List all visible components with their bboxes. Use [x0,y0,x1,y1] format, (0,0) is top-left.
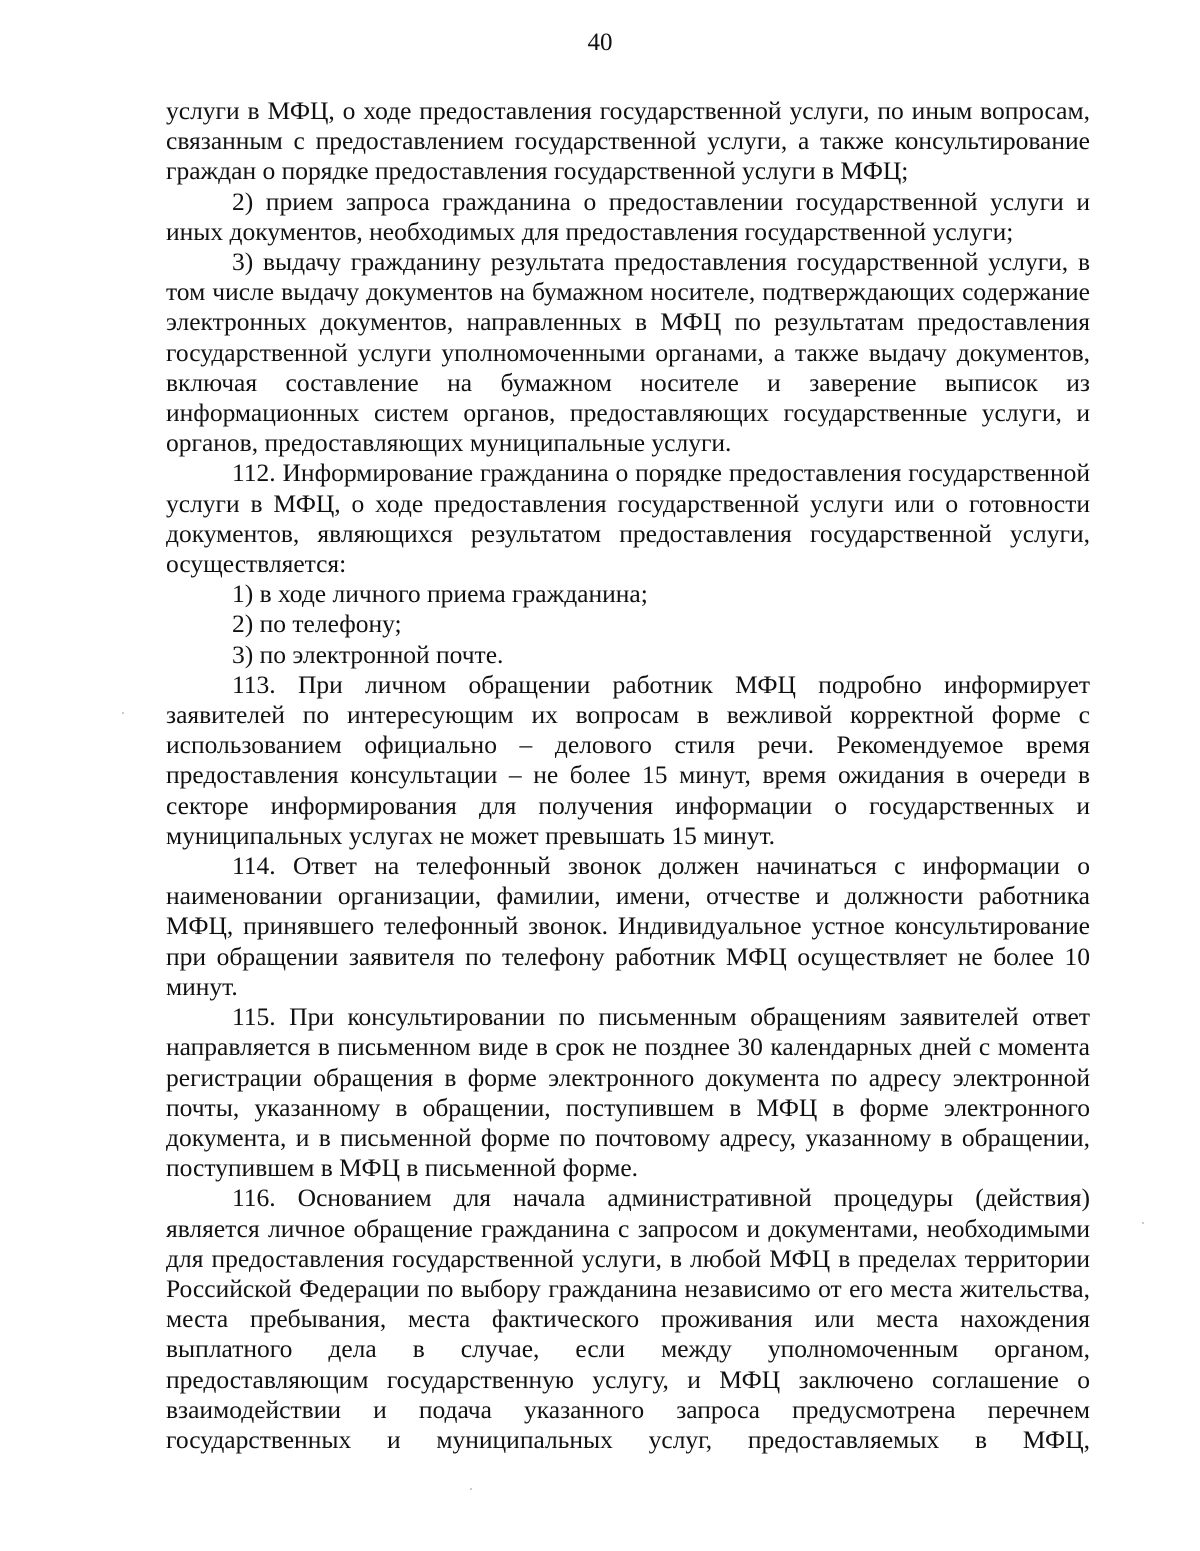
paragraph-112: 112. Информирование гражданина о порядке предоставления государственной услуги в МФЦ, о ходе предоставления государственной услуги или о готовности документов, являющихся результатом предоставления государственной услуги, осуществляется: [166,458,1090,579]
paragraph-116: 116. Основанием для начала административной процедуры (действия) является личное обращение гражданина с запросом и документами, необходимыми для предоставления государственной услуги, в любой МФЦ в пределах территории Российской Федерации по выбору гражданина независимо от его места жительства, места пребывания, места фактического проживания или места нахождения выплатного дела в случае, если между уполномоченным органом, предоставляющим государственную услугу, и МФЦ заключено соглашение о взаимодействии и подача указанного запроса предусмотрена перечнем государственных и муниципальных услуг, предоставляемых в МФЦ, [166,1183,1090,1454]
list-item-2: 2) прием запроса гражданина о предоставлении государственной услуги и иных документов, необходимых для предоставления государственной услуги; [166,186,1090,246]
page-number: 40 [587,29,613,56]
scan-speck [1142,1222,1144,1224]
scan-speck [470,1488,472,1490]
document-body [166,96,1090,1455]
paragraph-115: 115. При консультировании по письменным обращениям заявителей ответ направляется в письменном виде в срок не позднее 30 календарных дней с момента регистрации обращения в форме электронного документа по адресу электронной почты, указанному в обращении, поступившем в МФЦ в форме электронного документа, и в письменной форме по почтовому адресу, указанному в обращении, поступившем в МФЦ в письменной форме. [166,1002,1090,1183]
list-item-personal-reception: 1) в ходе личного приема гражданина; [232,579,648,609]
paragraph-114: 114. Ответ на телефонный звонок должен начинаться с информации о наименовании организации, фамилии, имени, отчестве и должности работника МФЦ, принявшего телефонный звонок. Индивидуальное устное консультирование при обращении заявителя по телефону работник МФЦ осуществляет не более 10 минут. [166,851,1090,1001]
list-item-3: 3) выдачу гражданину результата предоставления государственной услуги, в том числе выдачу документов на бумажном носителе, подтверждающих содержание электронных документов, направленных в МФЦ по результатам предоставления государственной услуги уполномоченными органами, а также выдачу документов, включая составление на бумажном носителе и заверение выписок из информационных систем органов, предоставляющих государственные услуги, и органов, предоставляющих муниципальные услуги. [166,247,1090,458]
list-item-email: 3) по электронной почте. [232,639,504,669]
paragraph-113: 113. При личном обращении работник МФЦ подробно информирует заявителей по интересующим их вопросам в вежливой корректной форме с использованием официально – делового стиля речи. Рекомендуемое время предоставления консультации – не более 15 минут, время ожидания в очереди в секторе информирования для получения информации о государственных и муниципальных услугах не может превышать 15 минут. [166,669,1090,850]
scan-speck [122,712,124,714]
list-item-phone: 2) по телефону; [232,609,402,639]
paragraph-continuation: услуги в МФЦ, о ходе предоставления государственной услуги, по иным вопросам, связанным с предоставлением государственной услуги, а также консультирование граждан о порядке предоставления государственной услуги в МФЦ; [166,96,1090,186]
